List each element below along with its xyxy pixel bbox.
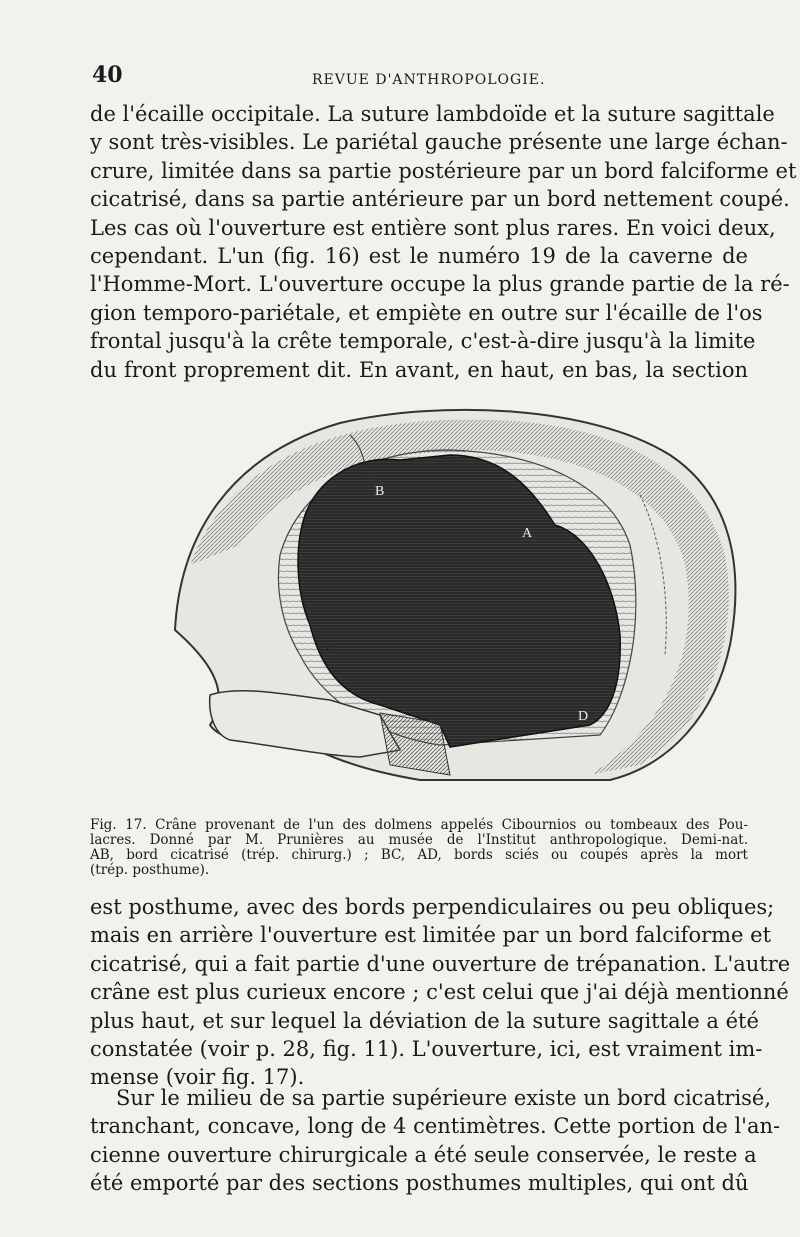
label-b: B <box>375 484 385 499</box>
text-line: cicatrisé, qui a fait partie d'une ouverture de trépanation. L'autre <box>90 951 791 976</box>
caption-line: AB, bord cicatrisé (trép. chirurg.) ; BC, AD, bords sciés ou coupés après la mort <box>90 847 748 863</box>
caption-line: lacres. Donné par M. Prunières au musée de l'Institut anthropologique. Demi-nat. <box>90 832 748 848</box>
text-line: plus haut, et sur lequel la déviation de la suture sagittale a été <box>90 1008 759 1033</box>
top-paragraph <box>90 100 797 384</box>
caption-line: (trép. posthume). <box>90 862 210 878</box>
bottom-paragraph <box>90 1084 781 1198</box>
text-line: l'Homme-Mort. L'ouverture occupe la plus grande partie de la ré- <box>90 272 790 297</box>
text-line: gion temporo-pariétale, et empiète en outre sur l'écaille de l'os <box>90 300 763 325</box>
text-line: tranchant, concave, long de 4 centimètres. Cette portion de l'an- <box>90 1114 781 1139</box>
caption-line: Fig. 17. Crâne provenant de l'un des dolmens appelés Cibournios ou tombeaux des Pou- <box>90 817 748 833</box>
text-line: été emporté par des sections posthumes multiples, qui ont dû <box>90 1171 749 1196</box>
text-line: cienne ouverture chirurgicale a été seule conservée, le reste a <box>90 1142 757 1167</box>
text-line: Les cas où l'ouverture est entière sont plus rares. En voici deux, <box>90 215 776 240</box>
label-c: C <box>326 642 336 657</box>
text-line: mense (voir fig. 17). <box>90 1065 305 1090</box>
text-line: constatée (voir p. 28, fig. 11). L'ouverture, ici, est vraiment im- <box>90 1037 763 1062</box>
skull-figure <box>170 395 770 795</box>
text-line: Sur le milieu de sa partie supérieure existe un bord cicatrisé, <box>116 1086 772 1110</box>
text-line: crure, limitée dans sa partie postérieure par un bord falciforme et <box>90 158 797 183</box>
text-line: mais en arrière l'ouverture est limitée par un bord falciforme et <box>90 923 772 948</box>
text-line: cicatrisé, dans sa partie antérieure par un bord nettement coupé. <box>90 187 790 212</box>
text-line: crâne est plus curieux encore ; c'est celui que j'ai déjà mentionné <box>90 980 789 1005</box>
page-number: 40 <box>92 62 123 88</box>
text-line: est posthume, avec des bords perpendiculaires ou peu obliques; <box>90 895 775 919</box>
text-line: frontal jusqu'à la crête temporale, c'est-à-dire jusqu'à la limite <box>90 329 756 354</box>
text-line: de l'écaille occipitale. La suture lambdoïde et la suture sagittale <box>90 102 775 126</box>
label-a: A <box>522 526 533 541</box>
text-line: y sont très-visibles. Le pariétal gauche présente une large échan- <box>90 130 788 155</box>
skull-engraving <box>170 395 770 795</box>
figure-caption <box>90 818 748 878</box>
middle-paragraph <box>90 893 791 1092</box>
text-line: du front proprement dit. En avant, en haut, en bas, la section <box>90 357 748 382</box>
text-line: cependant. L'un (fig. 16) est le numéro 19 de la caverne de <box>90 244 748 269</box>
label-d: D <box>578 709 589 724</box>
running-head: REVUE D'ANTHROPOLOGIE. <box>312 72 546 88</box>
page-header <box>92 62 752 92</box>
